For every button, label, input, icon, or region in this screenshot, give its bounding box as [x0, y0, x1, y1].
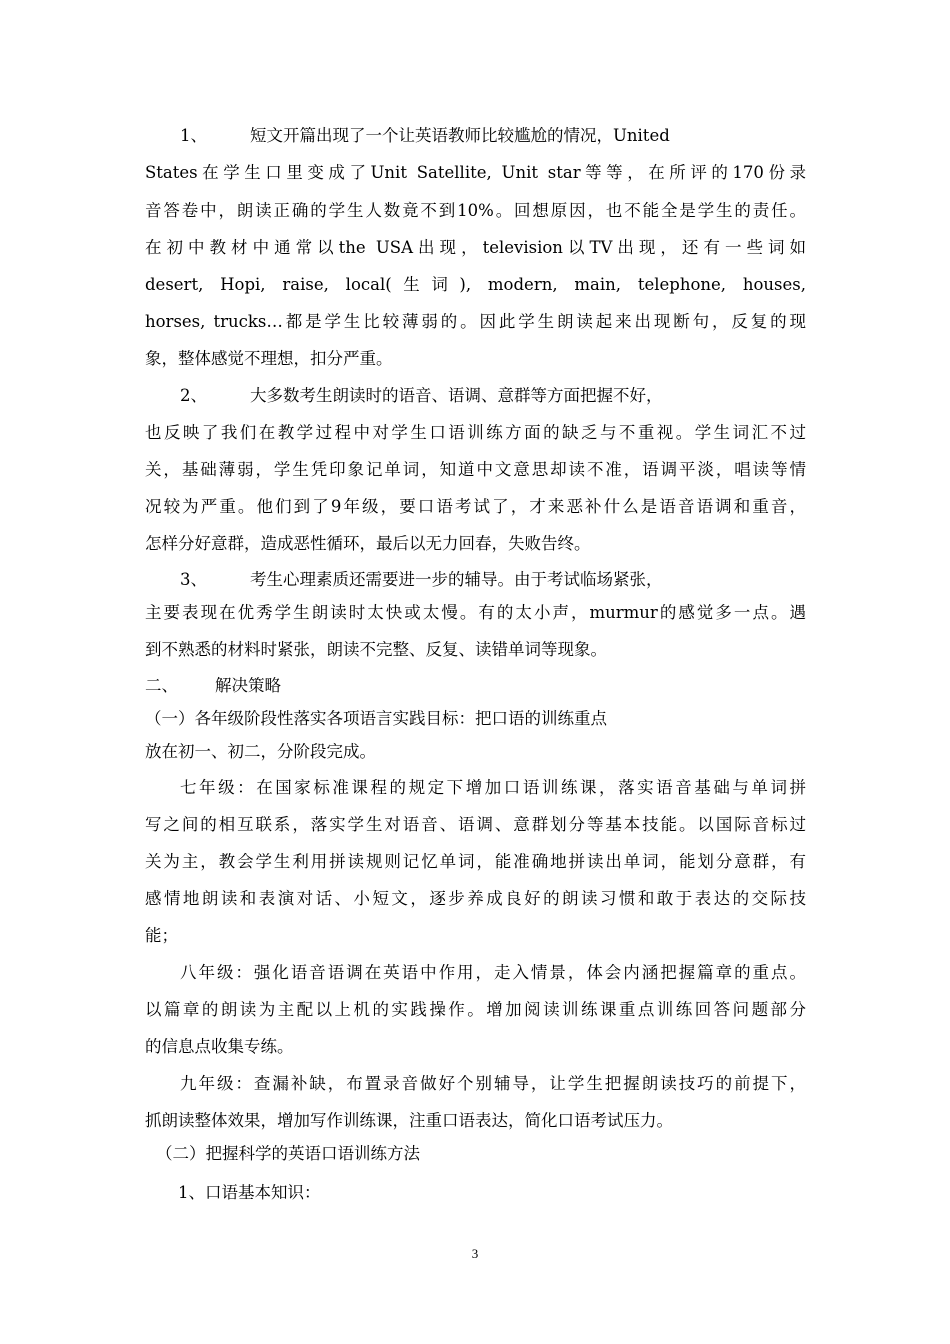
paragraph-line: desert, Hopi, raise, local(生词), modern, main, telephone, houses, — [145, 275, 806, 294]
paragraph-line: 能； — [145, 926, 178, 945]
paragraph-line: 写之间的相互联系，落实学生对语音、语调、意群划分等基本技能。以国际音标过 — [145, 815, 806, 834]
subsection-heading: （一）各年级阶段性落实各项语言实践目标：把口语的训练重点 — [145, 709, 607, 728]
paragraph-line: 怎样分好意群，造成恶性循环，最后以无力回春，失败告终。 — [145, 534, 591, 553]
item-text: 大多数考生朗读时的语音、语调、意群等方面把握不好， — [250, 386, 663, 405]
paragraph-line: 感情地朗读和表演对话、小短文，逐步养成良好的朗读习惯和敢于表达的交际技 — [145, 889, 806, 908]
paragraph-line: 音答卷中，朗读正确的学生人数竟不到10%。回想原因，也不能全是学生的责任。 — [145, 201, 806, 220]
paragraph-line: 况较为严重。他们到了9年级，要口语考试了，才来恶补什么是语音语调和重音， — [145, 497, 806, 516]
paragraph-line: 关为主，教会学生利用拼读规则记忆单词，能准确地拼读出单词，能划分意群，有 — [145, 852, 806, 871]
paragraph-line: 九年级：查漏补缺，布置录音做好个别辅导，让学生把握朗读技巧的前提下， — [180, 1074, 806, 1093]
paragraph-line: 放在初一、初二，分阶段完成。 — [145, 742, 376, 761]
paragraph-line: 到不熟悉的材料时紧张，朗读不完整、反复、读错单词等现象。 — [145, 640, 607, 659]
numbered-item-3 — [180, 568, 663, 592]
section-heading — [145, 674, 281, 698]
section-number: 二、 — [145, 676, 178, 695]
numbered-item-heading: 1、口语基本知识： — [178, 1183, 321, 1202]
item-number: 3、 — [180, 570, 207, 589]
paragraph-line: 八年级：强化语音语调在英语中作用，走入情景，体会内涵把握篇章的重点。 — [180, 963, 806, 982]
paragraph-line: 关，基础薄弱，学生凭印象记单词，知道中文意思却读不准，语调平淡，唱读等情 — [145, 460, 806, 479]
paragraph-line: 象，整体感觉不理想，扣分严重。 — [145, 349, 393, 368]
item-text: 短文开篇出现了一个让英语教师比较尴尬的情况，United — [250, 126, 670, 145]
paragraph-line: horses, trucks…都是学生比较薄弱的。因此学生朗读起来出现断句，反复的现 — [145, 312, 806, 331]
item-number: 2、 — [180, 386, 207, 405]
paragraph-line: 抓朗读整体效果，增加写作训练课，注重口语表达，简化口语考试压力。 — [145, 1111, 673, 1130]
paragraph-line: 七年级：在国家标准课程的规定下增加口语训练课，落实语音基础与单词拼 — [180, 778, 806, 797]
paragraph-line: 也反映了我们在教学过程中对学生口语训练方面的缺乏与不重视。学生词汇不过 — [145, 423, 806, 442]
subsection-heading: （二）把握科学的英语口语训练方法 — [156, 1144, 420, 1163]
section-title: 解决策略 — [215, 676, 281, 695]
paragraph-line: 主要表现在优秀学生朗读时太快或太慢。有的太小声，murmur的感觉多一点。遇 — [145, 603, 806, 622]
paragraph-line: 的信息点收集专练。 — [145, 1037, 294, 1056]
item-text: 考生心理素质还需要进一步的辅导。由于考试临场紧张， — [250, 570, 663, 589]
paragraph-line: 以篇章的朗读为主配以上机的实践操作。增加阅读训练课重点训练回答问题部分 — [145, 1000, 806, 1019]
numbered-item-2 — [180, 384, 663, 408]
item-number: 1、 — [180, 126, 207, 145]
paragraph-line: 在初中教材中通常以the USA出现，television以TV出现，还有一些词如 — [145, 238, 806, 257]
page-number: 3 — [471, 1246, 479, 1261]
numbered-item-1 — [180, 124, 670, 148]
paragraph-line: States在学生口里变成了Unit Satellite, Unit star等等，在所评的170份录 — [145, 163, 806, 182]
